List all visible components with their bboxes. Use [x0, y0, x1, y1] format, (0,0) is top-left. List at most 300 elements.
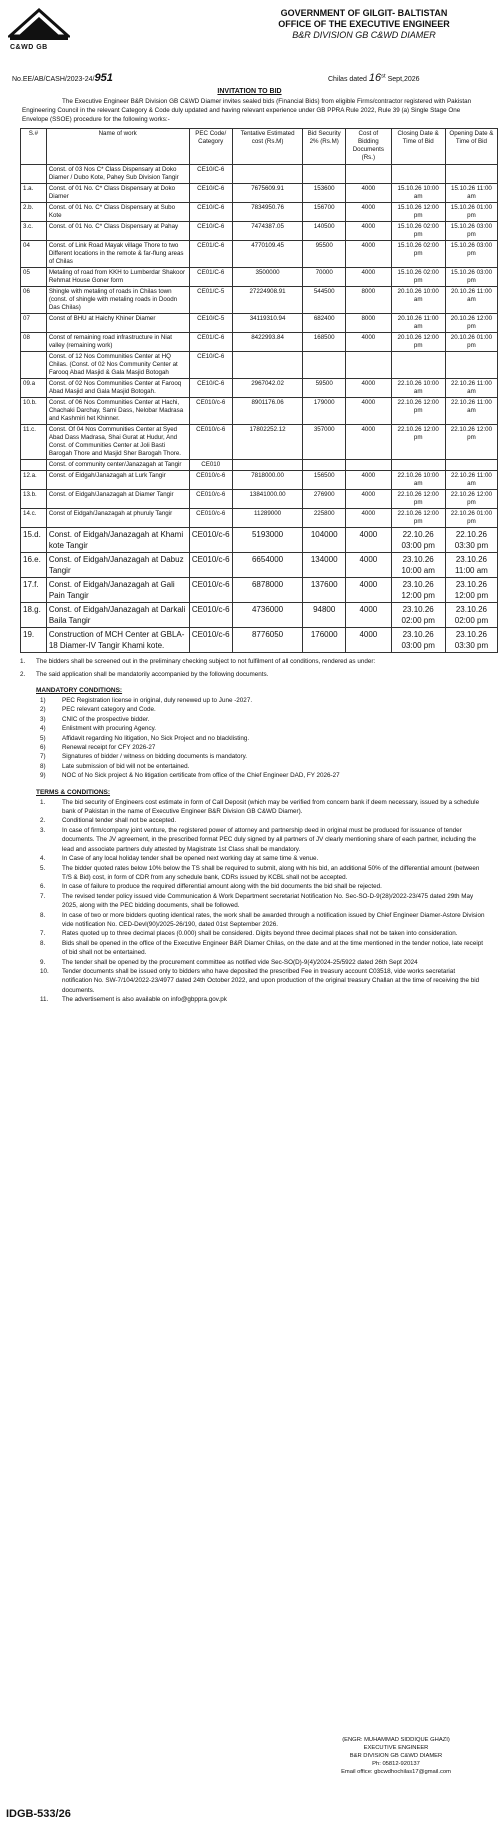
- table-header-row: [21, 129, 498, 165]
- cell-name: Const. of 01 No. C* Class Dispensary at Subo Kote: [46, 203, 189, 222]
- cell-pec: CE010/c-6: [189, 528, 232, 553]
- cell-close: [391, 165, 445, 184]
- list-item-number: 2.: [40, 817, 46, 825]
- header-estimated-cost: Tentative Estimated cost (Rs.M): [232, 129, 302, 165]
- note-item: 1. The bidders shall be screened out in the preliminary checking subject to not fulfilment of all conditions, rendered as under:: [20, 658, 376, 665]
- cell-close: 15.10.26 02:00 pm: [391, 268, 445, 287]
- cell-open: 15.10.26 01:00 pm: [445, 203, 497, 222]
- cell-doc: [346, 352, 391, 379]
- notes-section: [6, 657, 493, 679]
- cell-doc: 4000: [346, 203, 391, 222]
- cell-pec: CE010/c-6: [189, 628, 232, 653]
- cell-sn: 08: [21, 333, 47, 352]
- reference-row: [6, 66, 493, 86]
- cell-name: Const. of 01 No. C* Class Dispensary at Doko Diamer: [46, 184, 189, 203]
- list-item-text: The revised tender policy issued vide Communication & Work Department secretariat Notification No. Sec-SO-D-9(28)/2022-23/475 dated 29th May 2025, along with the PEC bidding documents, shall be followed.: [62, 892, 474, 910]
- letterhead: [6, 4, 493, 66]
- cell-sn: 19.: [21, 628, 47, 653]
- list-item-text: The bidder quoted rates below 10% below the TS shall be required to submit, along with his bid, an additional 50% of the differential amount (between T/S & Bid) cost, in form of CDR from any schedule bank, CDRs issued by KCBL shall not be accepted.: [62, 864, 480, 881]
- list-item-number: 10.: [40, 967, 49, 975]
- cell-pec: CE10/C-6: [189, 184, 232, 203]
- cell-name: Metaling of road from KKH to Lumberdar Shakoor Rehmat House Goner form: [46, 268, 189, 287]
- cell-doc: 8000: [346, 287, 391, 314]
- cell-doc: 4000: [346, 241, 391, 268]
- mandatory-conditions-title: MANDATORY CONDITIONS:: [36, 687, 123, 694]
- cell-doc: 4000: [346, 398, 391, 425]
- cell-open: 23.10.26 02:00 pm: [445, 603, 497, 628]
- list-item-text: Enlistment with procuring Agency.: [62, 725, 157, 733]
- cell-sec: 137600: [303, 578, 346, 603]
- handwritten-ref-number: 951: [94, 72, 113, 84]
- cell-sn: 13.b.: [21, 490, 47, 509]
- cell-doc: 4000: [346, 222, 391, 241]
- list-item-number: 8.: [40, 939, 46, 947]
- cell-sec: 225800: [303, 509, 346, 528]
- cell-open: 20.10.26 01:00 pm: [445, 333, 497, 352]
- cell-close: 23.10.26 12:00 pm: [391, 578, 445, 603]
- cell-pec: CE010/c-6: [189, 578, 232, 603]
- cell-pec: CE01/C-6: [189, 241, 232, 268]
- cell-name: Const. of 01 No. C* Class Dispensary at Pahay: [46, 222, 189, 241]
- cell-doc: 4000: [346, 333, 391, 352]
- cell-name: Const. of Eidgah/Janazagah at Lurk Tangir: [46, 471, 189, 490]
- cell-sec: [303, 165, 346, 184]
- cell-open: 15.10.26 03:00 pm: [445, 241, 497, 268]
- office-heading: [249, 8, 479, 41]
- cell-pec: CE010/c-6: [189, 471, 232, 490]
- cell-cost: 6654000: [232, 553, 302, 578]
- cell-sec: 95500: [303, 241, 346, 268]
- list-item: [6, 734, 493, 743]
- cell-sec: 59500: [303, 379, 346, 398]
- cell-close: 22.10.26 10:00 am: [391, 471, 445, 490]
- cell-close: 15.10.26 02:00 pm: [391, 222, 445, 241]
- list-item: [6, 715, 493, 724]
- cell-doc: 4000: [346, 379, 391, 398]
- cell-sn: 18.g.: [21, 603, 47, 628]
- cell-doc: 4000: [346, 490, 391, 509]
- cell-name: Const. of 02 Nos Communities Center at Farooq Abad Masjid and Gala Masjid Botogah.: [46, 379, 189, 398]
- cell-sn: 1.a.: [21, 184, 47, 203]
- cell-close: [391, 352, 445, 379]
- cell-sec: 544500: [303, 287, 346, 314]
- cell-name: Construction of MCH Center at GBLA-18 Diamer-IV Tangir Khami kote.: [46, 628, 189, 653]
- cell-cost: 8901176.06: [232, 398, 302, 425]
- list-item: [6, 864, 493, 883]
- list-item-text: The tender shall be opened by the procurement committee as notified vide Sec-SO(D)-9(4)/2024-25/5922 dated 26th Sept 2024: [62, 958, 418, 966]
- cell-cost: 8422993.84: [232, 333, 302, 352]
- cell-sec: 153600: [303, 184, 346, 203]
- cell-cost: 34119310.94: [232, 314, 302, 333]
- cell-cost: [232, 352, 302, 379]
- cell-sec: 276900: [303, 490, 346, 509]
- table-row: [21, 425, 498, 460]
- list-item-number: 8): [40, 762, 46, 770]
- cell-sn: 3.c.: [21, 222, 47, 241]
- cell-open: 22.10.26 12:00 pm: [445, 425, 497, 460]
- cell-cost: 11289000: [232, 509, 302, 528]
- cell-pec: CE010/c-6: [189, 425, 232, 460]
- reference-number: No.EE/AB/CASH/2023-24/951: [12, 72, 113, 84]
- table-row: [21, 509, 498, 528]
- cell-name: Const of Eidgah/Janazagah at phuruly Tangir: [46, 509, 189, 528]
- header-closing-date: Closing Date & Time of Bid: [391, 129, 445, 165]
- cell-pec: CE10/C-6: [189, 352, 232, 379]
- cell-cost: 7675609.91: [232, 184, 302, 203]
- works-table-body: [21, 165, 498, 653]
- list-item-number: 3.: [40, 826, 46, 834]
- cell-close: 15.10.26 12:00 pm: [391, 203, 445, 222]
- cell-doc: 8000: [346, 314, 391, 333]
- cell-sec: 104000: [303, 528, 346, 553]
- cell-close: 20.10.26 11:00 am: [391, 314, 445, 333]
- cell-sn: 16.e.: [21, 553, 47, 578]
- works-table: [20, 128, 498, 653]
- list-item: [6, 798, 493, 817]
- cell-pec: CE10/C-6: [189, 203, 232, 222]
- intro-paragraph: The Executive Engineer B&R Division GB C&WD Diamer invites sealed bids (Financial Bids) from eligible Firms/contractor registered with Pakistan Engineering Council in the relevant Category & Code duly updated and having relevant experience under GB PPRA Rule 2022, Rule 39 (a) Single Stage One Envelope (SSOE) procedure for the following works:-: [22, 98, 472, 123]
- cell-sec: 357000: [303, 425, 346, 460]
- cell-sec: 134000: [303, 553, 346, 578]
- cell-cost: [232, 165, 302, 184]
- list-item-number: 2): [40, 706, 46, 714]
- cell-sec: 156700: [303, 203, 346, 222]
- cell-doc: 4000: [346, 553, 391, 578]
- cell-pec: CE10/C-5: [189, 314, 232, 333]
- cell-cost: 4736000: [232, 603, 302, 628]
- terms-conditions-title: TERMS & CONDITIONS:: [36, 788, 111, 796]
- table-row: [21, 184, 498, 203]
- cell-cost: 3500000: [232, 268, 302, 287]
- cell-sec: 179000: [303, 398, 346, 425]
- list-item: [6, 826, 493, 854]
- cell-close: 23.10.26 03:00 pm: [391, 628, 445, 653]
- table-row: [21, 165, 498, 184]
- list-item: [6, 705, 493, 714]
- list-item-text: Late submission of bid will not be entertained.: [62, 762, 190, 770]
- cell-sn: 05: [21, 268, 47, 287]
- cell-sn: [21, 352, 47, 379]
- cell-open: 23.10.26 12:00 pm: [445, 578, 497, 603]
- cell-name: Const. Of 04 Nos Communities Center at Syed Abad Dass Madrasa, Shai Gurat at Hudur, And Const. of Communities Center at Joli Basti Barogah Thore and Masjid Sher Barogah Thore.: [46, 425, 189, 460]
- cell-doc: 4000: [346, 509, 391, 528]
- cell-name: Const of remaining road infrastructure in Niat valley (remaining work): [46, 333, 189, 352]
- table-row: [21, 553, 498, 578]
- signature-block: [316, 1736, 476, 1776]
- cell-sec: 94800: [303, 603, 346, 628]
- cell-close: 22.10.26 12:00 pm: [391, 490, 445, 509]
- cell-cost: [232, 460, 302, 471]
- cell-open: 22.10.26 11:00 am: [445, 471, 497, 490]
- list-item-number: 4): [40, 725, 46, 733]
- issue-date: Chilas dated 16st Sept,2026: [328, 72, 420, 84]
- cell-pec: CE010/c-6: [189, 398, 232, 425]
- list-item: [6, 724, 493, 733]
- cell-open: 15.10.26 03:00 pm: [445, 268, 497, 287]
- cell-pec: CE010/c-6: [189, 553, 232, 578]
- cell-sn: 2.b.: [21, 203, 47, 222]
- cell-open: 20.10.26 12:00 pm: [445, 314, 497, 333]
- cell-cost: 7818000.00: [232, 471, 302, 490]
- signatory-division: B&R DIVISION GB C&WD DIAMER: [349, 1753, 443, 1759]
- list-item-number: 7.: [40, 892, 46, 900]
- document-title: INVITATION TO BID: [217, 88, 282, 95]
- cell-open: 23.10.26 11:00 am: [445, 553, 497, 578]
- list-item-text: Affidavit regarding No litigation, No Sick Project and no blacklisting.: [62, 734, 250, 742]
- list-item-text: The advertisement is also available on info@gbppra.gov.pk: [62, 996, 227, 1004]
- list-item: [6, 762, 493, 771]
- header-pec-code: PEC Code/ Category: [189, 129, 232, 165]
- cell-sn: [21, 165, 47, 184]
- cell-doc: [346, 165, 391, 184]
- cell-sn: 06: [21, 287, 47, 314]
- table-row: [21, 628, 498, 653]
- table-row: [21, 379, 498, 398]
- cell-doc: 4000: [346, 425, 391, 460]
- cell-doc: 4000: [346, 268, 391, 287]
- list-item-text: PEC Registration license in original, duly renewed up to June -2027.: [62, 697, 253, 704]
- list-item-text: In case of failure to produce the required differential amount along with the bid documents the bid shall be rejected.: [62, 883, 382, 891]
- cell-name: Shingle with metaling of roads in Chilas town (const. of shingle with metaling roads in Doodn Das Chilas): [46, 287, 189, 314]
- cell-pec: CE010/c-6: [189, 603, 232, 628]
- cell-sn: 09.a: [21, 379, 47, 398]
- table-row: [21, 460, 498, 471]
- list-item-text: Rates quoted up to three decimal places (0.000) shall be considered. Digits beyond three decimal places shall not be taken into consideration.: [62, 930, 458, 938]
- terms-conditions-list: [6, 798, 493, 1005]
- list-item-number: 1): [40, 697, 46, 704]
- cell-open: 22.10.26 11:00 am: [445, 379, 497, 398]
- cell-close: 23.10.26 02:00 pm: [391, 603, 445, 628]
- cell-open: [445, 352, 497, 379]
- note-item: 2. The said application shall be mandatorily accompanied by the following documents.: [20, 671, 269, 678]
- list-item-number: 8.: [40, 911, 46, 919]
- list-item: [6, 892, 493, 911]
- logo-text: C&WD GB: [10, 44, 48, 51]
- table-row: [21, 603, 498, 628]
- cell-sec: [303, 460, 346, 471]
- list-item-number: 11.: [40, 996, 49, 1004]
- cell-sec: 140500: [303, 222, 346, 241]
- cell-pec: CE10/C-6: [189, 222, 232, 241]
- cell-sec: 70000: [303, 268, 346, 287]
- cell-sec: 682400: [303, 314, 346, 333]
- cell-sn: 04: [21, 241, 47, 268]
- cell-cost: 8776050: [232, 628, 302, 653]
- list-item-text: In Case of any local holiday tender shall be opened next working day at same time & venue.: [62, 855, 319, 863]
- cell-open: 15.10.26 11:00 am: [445, 184, 497, 203]
- cell-pec: CE01/C-5: [189, 287, 232, 314]
- table-row: [21, 333, 498, 352]
- cell-cost: 27224908.91: [232, 287, 302, 314]
- table-row: [21, 490, 498, 509]
- cell-close: 22.10.26 03:00 pm: [391, 528, 445, 553]
- list-item: [6, 743, 493, 752]
- cell-cost: 6878000: [232, 578, 302, 603]
- cell-pec: CE01/C-6: [189, 268, 232, 287]
- cell-doc: 4000: [346, 528, 391, 553]
- mandatory-conditions-list: [6, 696, 493, 781]
- list-item-text: The bid security of Engineers cost estimate in form of Call Deposit (which may be verified from concern bank if deem necessary, issued by a schedule bank of Pakistan in the name of Executive Engineer B&R Division GB C&WD Diamer).: [62, 798, 480, 816]
- header-serial: S.#: [21, 129, 47, 165]
- list-item: [6, 911, 493, 930]
- list-item: [6, 995, 493, 1004]
- cell-close: 22.10.26 12:00 pm: [391, 509, 445, 528]
- cell-close: 22.10.26 10:00 am: [391, 379, 445, 398]
- list-item-number: 7.: [40, 930, 46, 938]
- cell-pec: CE10/C-6: [189, 165, 232, 184]
- table-row: [21, 578, 498, 603]
- cell-sec: 156500: [303, 471, 346, 490]
- cell-open: 15.10.26 03:00 pm: [445, 222, 497, 241]
- cell-doc: 4000: [346, 628, 391, 653]
- cell-name: Const. of 12 Nos Communities Center at HQ Chilas. (Const. of 02 Nos Community Center at Farooq Abad Masjid & Gala Masjid Botogah: [46, 352, 189, 379]
- cell-open: [445, 165, 497, 184]
- handwritten-day: 16: [368, 72, 382, 84]
- cell-doc: 4000: [346, 578, 391, 603]
- header-bid-security: Bid Security 2% (Rs.M): [303, 129, 346, 165]
- table-row: [21, 268, 498, 287]
- cell-name: Const. of 06 Nos Communities Center at Hachi, Chachaki Darchay, Sami Dass, Nelobar Madrasa and Kashmiri het Khinner.: [46, 398, 189, 425]
- list-item: [6, 882, 493, 891]
- cell-cost: 13841000.00: [232, 490, 302, 509]
- cell-pec: CE010/c-6: [189, 490, 232, 509]
- cell-sn: [21, 460, 47, 471]
- signatory-name: (ENGR: MUHAMMAD SIDDIQUE GHAZI): [342, 1737, 450, 1743]
- government-line: GOVERNMENT OF GILGIT- BALTISTAN: [280, 8, 448, 18]
- list-item-text: PEC relevant category and Code.: [62, 706, 156, 714]
- list-item-number: 6): [40, 744, 46, 752]
- table-row: [21, 222, 498, 241]
- cell-close: 22.10.26 12:00 pm: [391, 398, 445, 425]
- cell-close: 15.10.26 02:00 pm: [391, 241, 445, 268]
- cell-close: 23.10.26 10:00 am: [391, 553, 445, 578]
- division-line: B&R DIVISION GB C&WD DIAMER: [292, 30, 436, 40]
- cell-doc: 4000: [346, 603, 391, 628]
- cell-name: Const. of community center/Janazagah at Tangir: [46, 460, 189, 471]
- cell-cost: 7474387.05: [232, 222, 302, 241]
- cell-close: 20.10.26 10:00 am: [391, 287, 445, 314]
- advertisement-id: IDGB-533/26: [6, 1808, 71, 1820]
- list-item: [6, 967, 493, 995]
- list-item: [6, 696, 493, 705]
- table-row: [21, 241, 498, 268]
- table-row: [21, 398, 498, 425]
- list-item-number: 5): [40, 734, 46, 742]
- list-item-text: NOC of No Sick project & No litigation certificate from office of the Chief Engineer DAD, FY 2026-27: [62, 772, 340, 780]
- cell-name: Const. of Eidgah/Janazagah at Gali Pain Tangir: [46, 578, 189, 603]
- office-line: OFFICE OF THE EXECUTIVE ENGINEER: [278, 19, 450, 29]
- list-item-number: 9.: [40, 958, 46, 966]
- list-item: [6, 939, 493, 958]
- cell-open: [445, 460, 497, 471]
- list-item-text: In case of two or more bidders quoting identical rates, the work shall be awarded through a notification issued by Chief Engineer Diamer-Astore Division vide notification No. CED-Devl(90)/2025-26/190, dated 01st September 2026.: [62, 911, 485, 928]
- list-item-number: 9): [40, 772, 46, 780]
- cell-pec: CE010/c-6: [189, 509, 232, 528]
- cell-open: 22.10.26 01:00 pm: [445, 509, 497, 528]
- cell-cost: 7834950.76: [232, 203, 302, 222]
- cell-close: [391, 460, 445, 471]
- cell-sn: 10.b.: [21, 398, 47, 425]
- list-item-number: 5.: [40, 864, 46, 872]
- list-item-number: 7): [40, 753, 46, 761]
- cell-sn: 07: [21, 314, 47, 333]
- cell-sn: 17.f.: [21, 578, 47, 603]
- header-name-of-work: Name of work: [46, 129, 189, 165]
- cell-open: 23.10.26 03:30 pm: [445, 628, 497, 653]
- cell-doc: 4000: [346, 471, 391, 490]
- cell-sec: [303, 352, 346, 379]
- signatory-email: Email office: gbcwdhochilas17@gmail.com: [341, 1769, 451, 1775]
- cell-close: 15.10.26 10:00 am: [391, 184, 445, 203]
- list-item: [6, 816, 493, 825]
- list-item: [6, 929, 493, 938]
- cell-cost: 2967042.02: [232, 379, 302, 398]
- cell-cost: 17802252.12: [232, 425, 302, 460]
- cell-sn: 15.d.: [21, 528, 47, 553]
- list-item-text: Renewal receipt for CFY 2026-27: [62, 744, 156, 752]
- cell-sec: 168500: [303, 333, 346, 352]
- list-item-text: Signatures of bidder / witness on bidding documents is mandatory.: [62, 753, 248, 761]
- cell-pec: CE10/C-6: [189, 379, 232, 398]
- signatory-designation: EXECUTIVE ENGINEER: [363, 1745, 429, 1751]
- cell-name: Const. of Eidgah/Janazagah at Diamer Tangir: [46, 490, 189, 509]
- table-row: [21, 471, 498, 490]
- cell-name: Const. of Eidgah/Janazagah at Khami kote Tangir: [46, 528, 189, 553]
- cell-doc: [346, 460, 391, 471]
- list-item-text: In case of firm/company joint venture, the registered power of attorney and partnership deed in original must be produced for issuance of tender documents. The JV agreement, in the prescribed format PEC duly signed by all partners of JV clearly mentioning share of each partner, including the lead and associate partners duly attested by Magistrate 1st Class shall be mandatory.: [62, 826, 476, 853]
- signatory-phone: Ph: 05812-920137: [372, 1761, 420, 1767]
- cell-pec: CE01/C-6: [189, 333, 232, 352]
- list-item-text: Tender documents shall be issued only to bidders who have deposited the prescribed Fee in treasury account C03518, vide works secretariat notification No. SW-7/104/2022-23/4977 dated 24th October 2022, and upon production of the original treasury Challan at the time of receiving the bid documents.: [62, 967, 480, 994]
- header-document-cost: Cost of Bidding Documents (Rs.): [346, 129, 391, 165]
- list-item-text: Bids shall be opened in the office of the Executive Engineer B&R Diamer Chilas, on the date and at the time mentioned in the tender notice, late receipt of bid shall not be entertained.: [62, 939, 483, 957]
- cell-cost: 5193000: [232, 528, 302, 553]
- list-item-number: 1.: [40, 798, 46, 806]
- cell-name: Const. of Eidgah/Janazagah at Dabuz Tangir: [46, 553, 189, 578]
- cell-sn: 11.c.: [21, 425, 47, 460]
- cell-open: 20.10.26 11:00 am: [445, 287, 497, 314]
- list-item-number: 3): [40, 715, 46, 723]
- cell-name: Const. of Link Road Mayak village Thore to two Different locations in the remote & far-flung areas of Chilas: [46, 241, 189, 268]
- table-row: [21, 314, 498, 333]
- cell-sec: 176000: [303, 628, 346, 653]
- cell-close: 20.10.26 12:00 pm: [391, 333, 445, 352]
- cell-doc: 4000: [346, 184, 391, 203]
- list-item-number: 6.: [40, 883, 46, 891]
- cell-sn: 14.c.: [21, 509, 47, 528]
- list-item-number: 4.: [40, 855, 46, 863]
- table-row: [21, 287, 498, 314]
- list-item: [6, 752, 493, 761]
- cell-cost: 4770109.45: [232, 241, 302, 268]
- cell-open: 22.10.26 11:00 am: [445, 398, 497, 425]
- list-item: [6, 854, 493, 863]
- cell-open: 22.10.26 12:00 pm: [445, 490, 497, 509]
- cell-sn: 12.a.: [21, 471, 47, 490]
- list-item-text: CNIC of the prospective bidder.: [62, 715, 150, 723]
- cell-close: 22.10.26 12:00 pm: [391, 425, 445, 460]
- list-item-text: Conditional tender shall not be accepted.: [62, 817, 177, 825]
- list-item: [6, 771, 493, 780]
- table-row: [21, 203, 498, 222]
- header-opening-date: Opening Date & Time of Bid: [445, 129, 497, 165]
- table-row: [21, 528, 498, 553]
- table-row: [21, 352, 498, 379]
- cell-name: Const. of 03 Nos C* Class Dispensary at Doko Diamer / Dubo Kote, Pahey Sub Division Tangir: [46, 165, 189, 184]
- cell-name: Const of BHU at Haichy Khiner Diamer: [46, 314, 189, 333]
- cell-open: 22.10.26 03:30 pm: [445, 528, 497, 553]
- cell-name: Const. of Eidgah/Janazagah at Darkali Baila Tangir: [46, 603, 189, 628]
